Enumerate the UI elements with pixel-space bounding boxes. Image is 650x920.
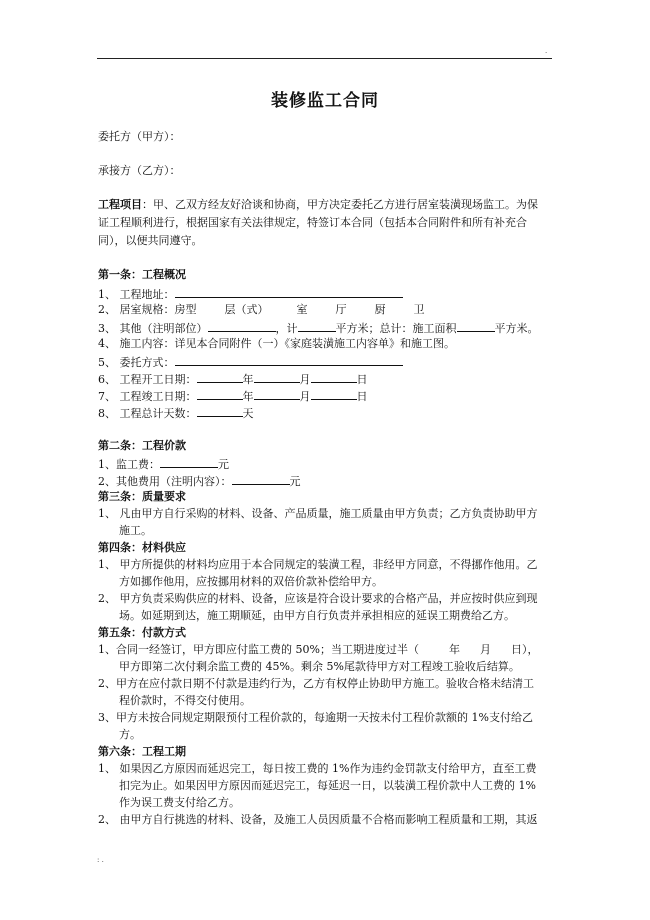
entrust-mode-blank — [175, 354, 403, 366]
other-parts-count: ，计 — [275, 322, 298, 335]
supervision-fee-label: 1、监工费： — [98, 458, 160, 471]
intro-line-3: 同），以便共同遵守。 — [98, 234, 203, 247]
sec4-item-1-a: 1、 甲方所提供的材料均应用于本合同规定的装潢工程，非经甲方同意，不得挪作他用。乙 — [98, 558, 538, 571]
room-floors: 层（式） — [224, 303, 269, 316]
start-month-unit: 月 — [299, 373, 311, 386]
other-parts-blank — [208, 320, 276, 332]
sec1-item-1-label: 1、 工程地址： — [98, 288, 175, 301]
room-halls: 厅 — [335, 303, 347, 316]
section-3-heading: 第三条：质量要求 — [98, 490, 186, 503]
sec1-item-6 — [98, 371, 368, 387]
end-date-label: 7、 工程竣工日期： — [98, 390, 197, 403]
sec5-item-3-b: 方。 — [119, 728, 141, 741]
sec6-item-1-c: 作为误工费支付给乙方。 — [119, 796, 240, 809]
other-parts-label: 3、 其他（注明部位） — [98, 322, 208, 335]
room-baths: 卫 — [413, 303, 425, 316]
payment-month: 月 — [479, 643, 491, 656]
start-day-blank — [311, 371, 357, 383]
sec3-item-1-a: 1、 凡由甲方自行采购的材料、设备、产品质量，施工质量由甲方负责；乙方负责协助甲方 — [98, 507, 538, 520]
other-fees-blank — [232, 473, 290, 485]
total-area-label: 平方米；总计：施工面积 — [335, 322, 457, 335]
room-rooms: 室 — [296, 303, 308, 316]
sec4-item-2-b: 场。如延期到达，施工期顺延，由甲方自行负责并承担相应的延误工期费给乙方。 — [119, 609, 515, 622]
address-blank — [175, 286, 403, 298]
sec5-item-3-a: 3、甲方未按合同规定期限预付工程价款的，每逾期一天按未付工程价款额的 1%支付给乙 — [98, 711, 533, 724]
sec1-item-8 — [98, 405, 254, 421]
supervision-fee-blank — [160, 456, 218, 468]
header-rule — [97, 58, 552, 59]
client-party-line: 委托方（甲方）： — [98, 130, 181, 143]
end-day-unit: 日 — [356, 390, 368, 403]
sec1-item-3 — [98, 320, 539, 336]
total-area-unit: 平方米。 — [494, 322, 539, 335]
intro-text-1: ：甲、乙双方经友好洽谈和协商，甲方决定委托乙方进行居室装潢现场监工。为保 — [142, 198, 538, 211]
sec5-item-1-b: 甲方即第二次付剩余监工费的 45%。剩余 5%尾款待甲方对工程竣工验收后结算。 — [119, 660, 520, 673]
total-days-blank — [197, 405, 243, 417]
payment-first-text: 1、合同一经签订，甲方即应付监工费的 50%；当工期进度过半（ — [98, 643, 419, 656]
sec3-item-1-b: 施工。 — [119, 524, 152, 537]
room-spec-label: 2、 居室规格：房型 — [98, 303, 197, 316]
start-day-unit: 日 — [356, 373, 368, 386]
intro-line-2: 证工程顺利进行，根据国家有关法律规定，特签订本合同（包括本合同附件和所有补充合 — [98, 216, 527, 229]
intro-line-1 — [98, 198, 538, 212]
sec6-item-2-a: 2、 由甲方自行挑选的材料、设备，及施工人员因质量不合格而影响工程质量和工期，其返 — [98, 813, 538, 826]
section-6-heading: 第六条：工程工期 — [98, 745, 186, 758]
room-kitchens: 厨 — [374, 303, 386, 316]
contractor-party-line: 承接方（乙方）： — [98, 164, 181, 177]
sec1-item-7 — [98, 388, 368, 404]
intro-label: 工程项目 — [98, 198, 142, 211]
end-month-blank — [254, 388, 300, 400]
sec1-item-1 — [98, 286, 403, 302]
start-year-unit: 年 — [242, 373, 254, 386]
other-area-blank — [298, 320, 336, 332]
section-2-heading: 第二条：工程价款 — [98, 439, 186, 452]
payment-day: 日）， — [510, 643, 539, 656]
sec4-item-1-b: 方如挪作他用，应按挪用材料的双倍价款补偿给甲方。 — [119, 575, 383, 588]
payment-year: 年 — [448, 643, 460, 656]
start-year-blank — [197, 371, 243, 383]
other-fees-unit: 元 — [289, 475, 301, 488]
sec5-item-2-a: 2、甲方在应付款日期不付款是违约行为，乙方有权停止协助甲方施工。验收合格未结清工 — [98, 677, 534, 690]
sec6-item-1-b: 扣完为止。如果因甲方原因而延迟完工，每延迟一日，以装潢工程价款中人工费的 1% — [119, 779, 536, 792]
sec5-item-2-b: 程价款时，不得交付使用。 — [119, 694, 251, 707]
sec2-item-2 — [98, 473, 301, 489]
end-year-unit: 年 — [242, 390, 254, 403]
total-area-blank — [457, 320, 495, 332]
end-year-blank — [197, 388, 243, 400]
end-month-unit: 月 — [299, 390, 311, 403]
sec1-item-2 — [98, 303, 425, 317]
sec1-item-5 — [98, 354, 403, 370]
start-date-label: 6、 工程开工日期： — [98, 373, 197, 386]
header-mark: . — [545, 47, 548, 55]
start-month-blank — [254, 371, 300, 383]
section-5-heading: 第五条：付款方式 — [98, 626, 186, 639]
total-days-unit: 天 — [242, 407, 254, 420]
total-days-label: 8、 工程总计天数： — [98, 407, 197, 420]
sec1-item-4: 4、 施工内容：详见本合同附件（一）《家庭装潢施工内容单》和施工图。 — [98, 337, 455, 350]
supervision-fee-unit: 元 — [218, 458, 229, 471]
sec4-item-2-a: 2、 甲方负责采购供应的材料、设备，应该是符合设计要求的合格产品，并应按时供应到现 — [98, 592, 538, 605]
entrust-mode-label: 5、 委托方式： — [98, 356, 175, 369]
document-title: 装修监工合同 — [271, 91, 379, 111]
sec2-item-1 — [98, 456, 229, 472]
footer-mark: : . — [97, 856, 104, 864]
end-day-blank — [311, 388, 357, 400]
other-fees-label: 2、其他费用（注明内容）： — [98, 475, 232, 488]
section-1-heading: 第一条：工程概况 — [98, 268, 186, 281]
sec6-item-1-a: 1、 如果因乙方原因而延迟完工，每日按工费的 1%作为违约金罚款支付给甲方，直至工费 — [98, 762, 537, 775]
section-4-heading: 第四条：材料供应 — [98, 541, 186, 554]
sec5-item-1-a — [98, 643, 538, 657]
